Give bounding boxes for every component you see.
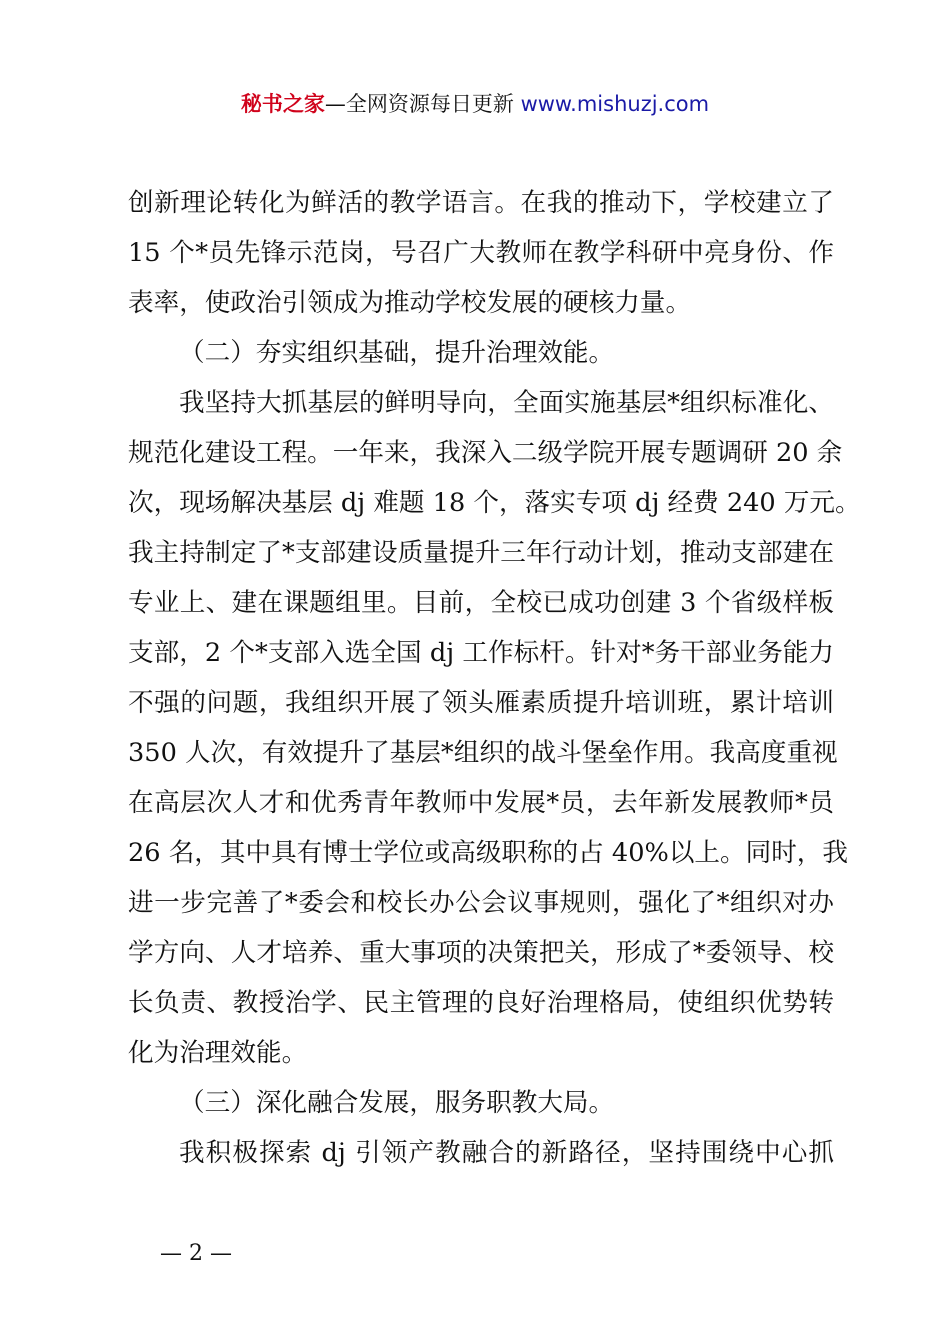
body-line: 我积极探索 dj 引领产教融合的新路径，坚持围绕中心抓 [179, 1138, 834, 1168]
body-line: 26 名，其中具有博士学位或高级职称的占 40%以上。同时，我 [128, 838, 848, 868]
body-line: 不强的问题，我组织开展了领头雁素质提升培训班，累计培训 [128, 688, 834, 718]
header-tagline: —全网资源每日更新 [324, 92, 514, 116]
body-line: 15 个*员先锋示范岗，号召广大教师在教学科研中亮身份、作 [128, 238, 834, 268]
body-line: 表率，使政治引领成为推动学校发展的硬核力量。 [128, 288, 692, 318]
body-line: 专业上、建在课题组里。目前，全校已成功创建 3 个省级样板 [128, 588, 834, 618]
page-number: — 2 — [160, 1241, 232, 1266]
body-line: 我主持制定了*支部建设质量提升三年行动计划，推动支部建在 [128, 538, 834, 568]
body-line: 在高层次人才和优秀青年教师中发展*员，去年新发展教师*员 [128, 788, 834, 818]
body-line: 次，现场解决基层 dj 难题 18 个，落实专项 dj 经费 240 万元。 [128, 488, 861, 518]
section-heading: （三）深化融合发展，服务职教大局。 [179, 1088, 615, 1118]
body-line: 350 人次，有效提升了基层*组织的战斗堡垒作用。我高度重视 [128, 738, 838, 768]
brand-name: 秘书之家 [240, 92, 325, 116]
site-url-link[interactable]: www.mishuzj.com [520, 92, 710, 116]
body-line: 创新理论转化为鲜活的教学语言。在我的推动下，学校建立了 [128, 188, 834, 218]
site-header [0, 88, 950, 120]
body-line: 化为治理效能。 [128, 1038, 308, 1068]
section-heading: （二）夯实组织基础，提升治理效能。 [179, 338, 615, 368]
body-line: 学方向、人才培养、重大事项的决策把关，形成了*委领导、校 [128, 938, 834, 968]
body-line: 进一步完善了*委会和校长办公会议事规则，强化了*组织对办 [128, 888, 834, 918]
body-line: 我坚持大抓基层的鲜明导向，全面实施基层*组织标准化、 [179, 388, 834, 418]
body-line: 规范化建设工程。一年来，我深入二级学院开展专题调研 20 余 [128, 438, 843, 468]
body-line: 长负责、教授治学、民主管理的良好治理格局，使组织优势转 [128, 988, 834, 1018]
document-body [128, 178, 861, 1178]
body-line: 支部，2 个*支部入选全国 dj 工作标杆。针对*务干部业务能力 [128, 638, 834, 668]
